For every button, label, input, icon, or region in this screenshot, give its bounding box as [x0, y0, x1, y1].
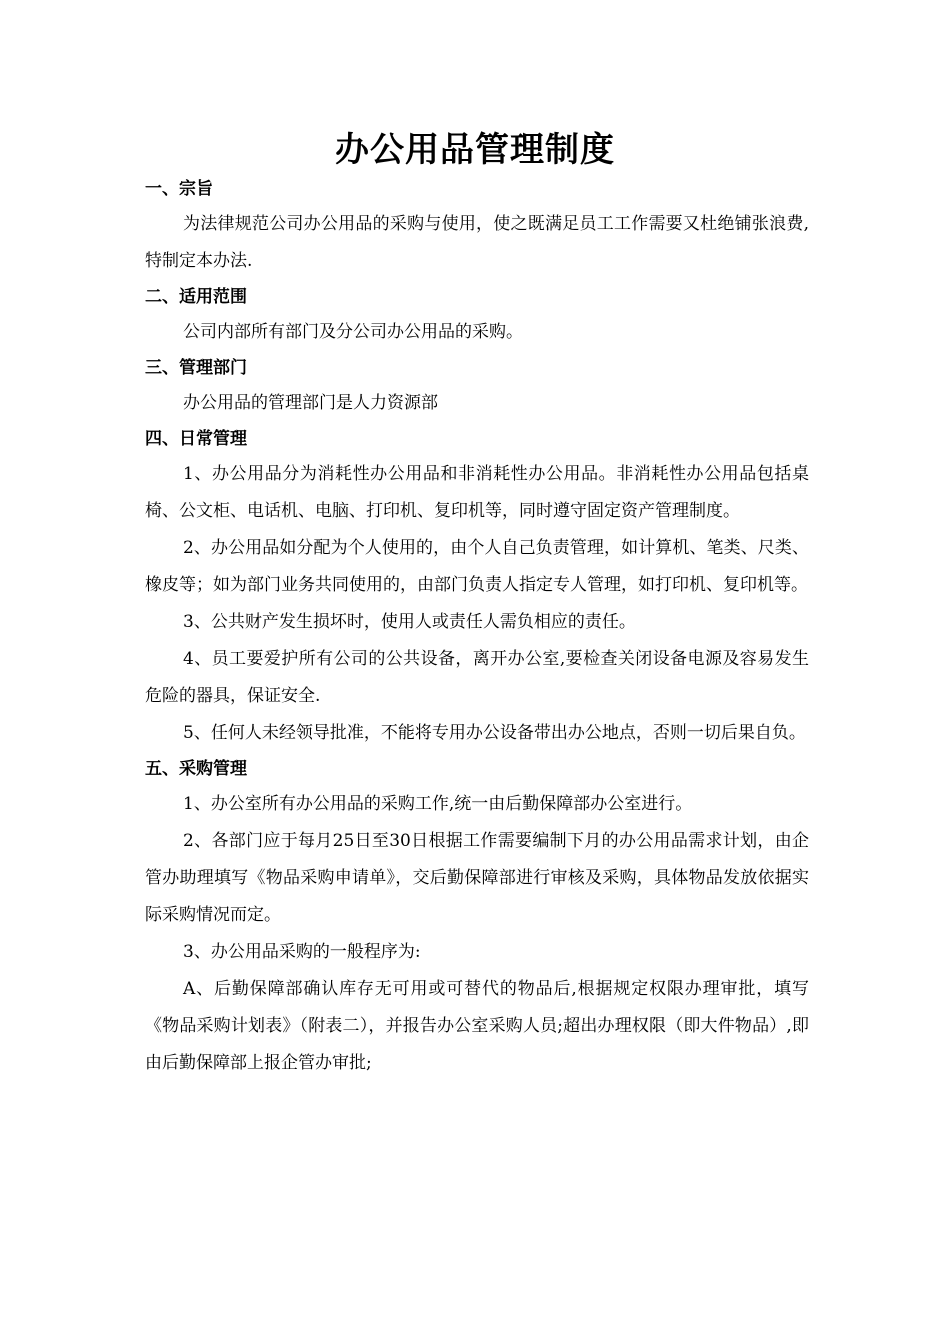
section-scope: [145, 280, 809, 351]
section-paragraph: 4、员工要爱护所有公司的公共设备，离开办公室,要检查关闭设备电源及容易发生危险的器具，保证安全.: [145, 649, 809, 706]
section-daily-management: [145, 422, 809, 752]
section-procurement: [145, 752, 809, 1082]
section-paragraph: 3、办公用品采购的一般程序为:: [183, 942, 421, 962]
section-paragraph: 为法律规范公司办公用品的采购与使用，使之既满足员工工作需要又杜绝铺张浪费,特制定本办法.: [145, 214, 809, 271]
section-paragraph: A、后勤保障部确认库存无可用或可替代的物品后,根据规定权限办理审批，填写《物品采购计划表》（附表二），并报告办公室采购人员;超出办理权限（即大件物品）,即由后勤保障部上报企管办审批;: [145, 979, 809, 1073]
section-department: [145, 351, 809, 422]
section-heading: 二、适用范围: [145, 287, 247, 307]
section-heading: 一、宗旨: [145, 179, 213, 199]
section-heading: 四、日常管理: [145, 429, 247, 449]
section-paragraph: 公司内部所有部门及分公司办公用品的采购。: [183, 322, 523, 342]
section-paragraph: 办公用品的管理部门是人力资源部: [183, 393, 438, 413]
section-heading: 五、采购管理: [145, 759, 247, 779]
section-paragraph: 3、公共财产发生损坏时，使用人或责任人需负相应的责任。: [183, 612, 636, 632]
section-heading: 三、管理部门: [145, 358, 247, 378]
section-paragraph: 2、各部门应于每月25日至30日根据工作需要编制下月的办公用品需求计划，由企管办助理填写《物品采购申请单》，交后勤保障部进行审核及采购，具体物品发放依据实际采购情况而定。: [145, 831, 809, 925]
section-purpose: [145, 172, 809, 280]
document-title: 办公用品管理制度: [335, 130, 615, 170]
section-paragraph: 1、办公室所有办公用品的采购工作,统一由后勤保障部办公室进行。: [183, 794, 693, 814]
section-paragraph: 2、办公用品如分配为个人使用的，由个人自己负责管理，如计算机、笔类、尺类、橡皮等；如为部门业务共同使用的，由部门负责人指定专人管理，如打印机、复印机等。: [145, 538, 809, 595]
document-body: [145, 172, 809, 1082]
section-paragraph: 1、办公用品分为消耗性办公用品和非消耗性办公用品。非消耗性办公用品包括桌椅、公文柜、电话机、电脑、打印机、复印机等，同时遵守固定资产管理制度。: [145, 464, 809, 521]
section-paragraph: 5、任何人未经领导批准，不能将专用办公设备带出办公地点，否则一切后果自负。: [183, 723, 806, 743]
